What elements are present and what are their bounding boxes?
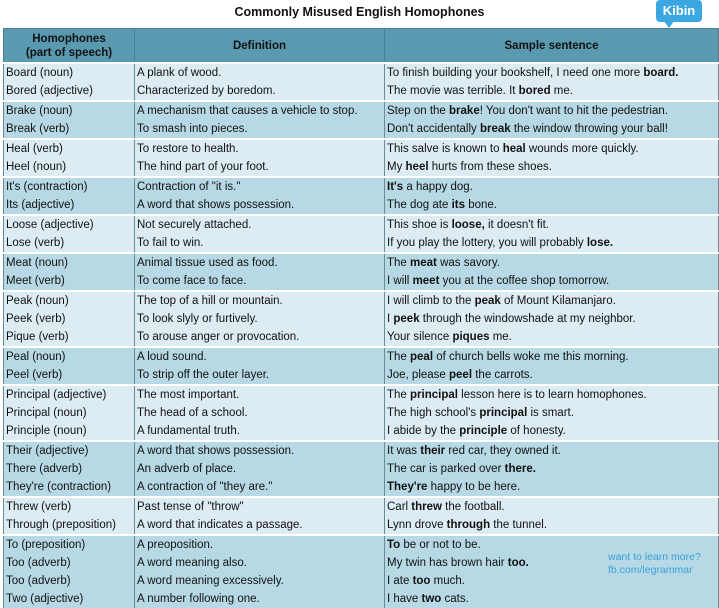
- sample-sentence: [387, 442, 718, 460]
- sentence-text: is smart.: [527, 407, 574, 419]
- highlighted-homophone: lose.: [586, 237, 614, 249]
- sample-sentence-cell: [385, 497, 719, 535]
- homophone-word: Lose (verb): [6, 237, 65, 249]
- sample-sentence-cell: [385, 139, 719, 177]
- definition-text: A mechanism that causes a vehicle to stop.: [137, 105, 358, 117]
- highlighted-homophone: too: [412, 575, 431, 587]
- highlighted-homophone: there.: [504, 463, 536, 475]
- highlighted-homophone: peel: [449, 369, 473, 381]
- sentence-text: The: [387, 389, 411, 401]
- sentence-text: I: [387, 313, 394, 325]
- definition-text: A word that indicates a passage.: [137, 519, 303, 531]
- homophone-word: Principal (noun): [6, 407, 87, 419]
- sample-sentence: [387, 366, 718, 384]
- homophone-cell: [4, 177, 135, 215]
- sample-sentence: [387, 120, 718, 138]
- sample-sentence: [387, 254, 718, 272]
- homophone-word: Through (preposition): [6, 519, 116, 531]
- table-row: [4, 497, 719, 535]
- sentence-text: To finish building your bookshelf, I need one more: [387, 67, 644, 79]
- definition-cell: [135, 101, 385, 139]
- homophone-cell: [4, 215, 135, 253]
- definition-cell: [135, 291, 385, 347]
- table-row: [4, 177, 719, 215]
- definition-text: A word meaning also.: [137, 557, 247, 569]
- highlighted-homophone: break: [479, 123, 511, 135]
- definition-text: Animal tissue used as food.: [137, 257, 278, 269]
- sample-sentence-cell: [385, 63, 719, 101]
- homophone-word: Loose (adjective): [6, 219, 94, 231]
- definition-text: A fundamental truth.: [137, 425, 240, 437]
- sentence-text: Step on the: [387, 105, 450, 117]
- definition-text: Contraction of "it is.": [137, 181, 241, 193]
- table-row: [4, 63, 719, 101]
- definition-cell: [135, 347, 385, 385]
- sentence-text: The car is parked over: [387, 463, 505, 475]
- sample-sentence: [387, 348, 718, 366]
- definition-text: A preoposition.: [137, 539, 214, 551]
- definition-cell: [135, 535, 385, 608]
- sentence-text: bone.: [465, 199, 497, 211]
- sentence-text: hurts from these shoes.: [428, 161, 552, 173]
- homophone-cell: [4, 385, 135, 441]
- header-homophones: [4, 29, 135, 64]
- sample-sentence: [387, 310, 718, 328]
- homophone-word: Threw (verb): [6, 501, 72, 513]
- page-title: Commonly Misused English Homophones: [234, 5, 485, 19]
- highlighted-homophone: peak: [474, 295, 501, 307]
- homophone-cell: [4, 535, 135, 608]
- highlighted-homophone: heal: [502, 143, 526, 155]
- highlighted-homophone: principle: [459, 425, 508, 437]
- sample-sentence: [387, 272, 718, 290]
- homophone-cell: [4, 63, 135, 101]
- sentence-text: wounds more quickly.: [525, 143, 639, 155]
- sample-sentence-cell: [385, 385, 719, 441]
- sample-sentence-cell: [385, 253, 719, 291]
- header-sample-sentence: Sample sentence: [385, 29, 719, 64]
- promo-line-2: fb.com/legrammar: [608, 564, 693, 576]
- sample-sentence-cell: [385, 347, 719, 385]
- definition-text: Past tense of "throw": [137, 501, 244, 513]
- definition-text: A plank of wood.: [137, 67, 222, 79]
- definition-text: To smash into pieces.: [137, 123, 248, 135]
- homophone-word: They're (contraction): [6, 481, 112, 493]
- sample-sentence: [387, 158, 718, 176]
- homophone-word: Peel (verb): [6, 369, 63, 381]
- definition-text: Characterized by boredom.: [137, 85, 276, 97]
- sentence-text: me.: [489, 331, 512, 343]
- definition-text: To restore to health.: [137, 143, 239, 155]
- promo-line-1: want to learn more?: [608, 551, 701, 563]
- homophone-cell: [4, 441, 135, 497]
- sentence-text: cats.: [441, 593, 469, 605]
- homophone-cell: [4, 101, 135, 139]
- homophone-word: Heel (noun): [6, 161, 67, 173]
- highlighted-homophone: peal: [410, 351, 434, 363]
- definition-text: A number following one.: [137, 593, 260, 605]
- table-row: [4, 291, 719, 347]
- definition-cell: [135, 497, 385, 535]
- sentence-text: The high school's: [387, 407, 480, 419]
- homophone-word: Meet (verb): [6, 275, 65, 287]
- homophone-word: Their (adjective): [6, 445, 89, 457]
- kibin-logo: Kibin: [656, 0, 702, 22]
- sentence-text: lesson here is to learn homophones.: [457, 389, 647, 401]
- definition-text: The most important.: [137, 389, 240, 401]
- sentence-text: the tunnel.: [490, 519, 548, 531]
- homophone-word: Heal (verb): [6, 143, 63, 155]
- highlighted-homophone: threw: [411, 501, 442, 513]
- highlighted-homophone: bored: [518, 85, 551, 97]
- homophone-cell: [4, 139, 135, 177]
- sentence-text: My: [387, 161, 406, 173]
- sample-sentence: [387, 590, 718, 608]
- sentence-text: it doesn't fit.: [484, 219, 549, 231]
- sentence-text: the carrots.: [472, 369, 533, 381]
- homophone-word: Brake (noun): [6, 105, 73, 117]
- sample-sentence: [387, 498, 718, 516]
- sample-sentence: [387, 216, 718, 234]
- definition-text: To arouse anger or provocation.: [137, 331, 300, 343]
- homophone-cell: [4, 253, 135, 291]
- sentence-text: through the windowshade at my neighbor.: [419, 313, 636, 325]
- sentence-text: I ate: [387, 575, 413, 587]
- definition-text: To fail to win.: [137, 237, 204, 249]
- sentence-text: The: [387, 351, 411, 363]
- sample-sentence-cell: [385, 101, 719, 139]
- highlighted-homophone: board.: [643, 67, 679, 79]
- homophone-word: Peek (verb): [6, 313, 66, 325]
- definition-cell: [135, 253, 385, 291]
- definition-cell: [135, 385, 385, 441]
- highlighted-homophone: heel: [405, 161, 429, 173]
- sample-sentence: [387, 196, 718, 214]
- definition-text: To strip off the outer layer.: [137, 369, 270, 381]
- sentence-text: happy to be here.: [427, 481, 521, 493]
- definition-text: A word that shows possession.: [137, 199, 295, 211]
- sentence-text: If you play the lottery, you will probably: [387, 237, 587, 249]
- definition-text: To look slyly or furtively.: [137, 313, 258, 325]
- definition-text: Not securely attached.: [137, 219, 252, 231]
- table-row: [4, 347, 719, 385]
- sentence-text: This salve is known to: [387, 143, 503, 155]
- homophone-word: Too (adverb): [6, 557, 71, 569]
- sample-sentence-cell: [385, 441, 719, 497]
- sentence-text: I will climb to the: [387, 295, 475, 307]
- sentence-text: This shoe is: [387, 219, 452, 231]
- definition-text: A loud sound.: [137, 351, 207, 363]
- homophone-word: Break (verb): [6, 123, 70, 135]
- highlighted-homophone: brake: [449, 105, 480, 117]
- homophone-cell: [4, 291, 135, 347]
- sample-sentence: [387, 516, 718, 534]
- definition-cell: [135, 215, 385, 253]
- sentence-text: the football.: [441, 501, 505, 513]
- highlighted-homophone: peek: [393, 313, 420, 325]
- sentence-text: of church bells woke me this morning.: [433, 351, 629, 363]
- homophone-word: Board (noun): [6, 67, 74, 79]
- homophone-word: Too (adverb): [6, 575, 71, 587]
- sample-sentence: [387, 82, 718, 100]
- sentence-text: I have: [387, 593, 422, 605]
- table-row: [4, 101, 719, 139]
- sample-sentence: [387, 178, 718, 196]
- definition-text: An adverb of place.: [137, 463, 237, 475]
- sample-sentence: [387, 478, 718, 496]
- definition-cell: [135, 441, 385, 497]
- sentence-text: of Mount Kilamanjaro.: [500, 295, 616, 307]
- sentence-text: be or not to be.: [400, 539, 481, 551]
- sentence-text: ! You don't want to hit the pedestrian.: [479, 105, 668, 117]
- homophones-table: [3, 28, 719, 608]
- homophone-word: Pique (verb): [6, 331, 69, 343]
- homophone-cell: [4, 347, 135, 385]
- sample-sentence: [387, 422, 718, 440]
- header-definition: Definition: [135, 29, 385, 64]
- sentence-text: me.: [550, 85, 573, 97]
- definition-text: The hind part of your foot.: [137, 161, 269, 173]
- homophone-word: Principal (adjective): [6, 389, 107, 401]
- sentence-text: Joe, please: [387, 369, 450, 381]
- sentence-text: was savory.: [436, 257, 500, 269]
- highlighted-homophone: principal: [410, 389, 458, 401]
- highlighted-homophone: loose,: [451, 219, 485, 231]
- sentence-text: a happy dog.: [403, 181, 473, 193]
- homophone-word: There (adverb): [6, 463, 83, 475]
- homophone-word: Peal (noun): [6, 351, 66, 363]
- highlighted-homophone: their: [420, 445, 446, 457]
- sentence-text: of honesty.: [507, 425, 566, 437]
- sentence-text: The dog ate: [387, 199, 452, 211]
- sentence-text: the window throwing your ball!: [510, 123, 668, 135]
- sample-sentence: [387, 386, 718, 404]
- sentence-text: My twin has brown hair: [387, 557, 508, 569]
- sample-sentence-cell: [385, 291, 719, 347]
- homophone-word: To (preposition): [6, 539, 86, 551]
- sample-sentence: [387, 460, 718, 478]
- highlighted-homophone: its: [451, 199, 465, 211]
- highlighted-homophone: through: [446, 519, 491, 531]
- definition-text: The head of a school.: [137, 407, 248, 419]
- homophone-word: Bored (adjective): [6, 85, 93, 97]
- highlighted-homophone: They're: [387, 481, 428, 493]
- highlighted-homophone: To: [387, 539, 401, 551]
- definition-text: A word meaning excessively.: [137, 575, 284, 587]
- header-part-of-speech-label: (part of speech): [25, 46, 113, 59]
- highlighted-homophone: meet: [412, 275, 440, 287]
- sample-sentence: [387, 64, 718, 82]
- table-row: [4, 441, 719, 497]
- sample-sentence-cell: [385, 215, 719, 253]
- sentence-text: much.: [430, 575, 465, 587]
- sentence-text: Don't accidentally: [387, 123, 480, 135]
- sentence-text: red car, they owned it.: [445, 445, 561, 457]
- homophone-word: It's (contraction): [6, 181, 88, 193]
- table-row: [4, 215, 719, 253]
- table-header-row: [4, 29, 719, 64]
- table-body: [4, 63, 719, 608]
- definition-cell: [135, 177, 385, 215]
- sample-sentence: [387, 404, 718, 422]
- table-row: [4, 253, 719, 291]
- sentence-text: Carl: [387, 501, 412, 513]
- sample-sentence-cell: [385, 177, 719, 215]
- homophone-word: Its (adjective): [6, 199, 75, 211]
- sentence-text: I will: [387, 275, 413, 287]
- sentence-text: you at the coffee shop tomorrow.: [439, 275, 610, 287]
- table-row: [4, 139, 719, 177]
- sentence-text: The: [387, 257, 411, 269]
- highlighted-homophone: meat: [410, 257, 437, 269]
- highlighted-homophone: It's: [387, 181, 404, 193]
- highlighted-homophone: too.: [507, 557, 529, 569]
- highlighted-homophone: principal: [479, 407, 528, 419]
- sentence-text: Your silence: [387, 331, 453, 343]
- definition-cell: [135, 139, 385, 177]
- sentence-text: It was: [387, 445, 421, 457]
- sentence-text: Lynn drove: [387, 519, 447, 531]
- homophone-cell: [4, 497, 135, 535]
- homophone-word: Principle (noun): [6, 425, 87, 437]
- homophone-word: Two (adjective): [6, 593, 84, 605]
- sample-sentence: [387, 292, 718, 310]
- sample-sentence: [387, 140, 718, 158]
- table-row: [4, 385, 719, 441]
- sentence-text: The movie was terrible. It: [387, 85, 519, 97]
- definition-cell: [135, 63, 385, 101]
- definition-text: A word that shows possession.: [137, 445, 295, 457]
- sample-sentence: [387, 328, 718, 346]
- sample-sentence: [387, 234, 718, 252]
- definition-text: A contraction of "they are.": [137, 481, 273, 493]
- homophone-word: Meat (noun): [6, 257, 69, 269]
- sentence-text: I abide by the: [387, 425, 460, 437]
- sample-sentence: [387, 102, 718, 120]
- definition-text: The top of a hill or mountain.: [137, 295, 283, 307]
- highlighted-homophone: piques: [452, 331, 490, 343]
- highlighted-homophone: two: [421, 593, 442, 605]
- definition-text: To come face to face.: [137, 275, 247, 287]
- homophone-word: Peak (noun): [6, 295, 69, 307]
- header-homophones-label: Homophones: [32, 32, 106, 45]
- promo-text[interactable]: [608, 551, 701, 577]
